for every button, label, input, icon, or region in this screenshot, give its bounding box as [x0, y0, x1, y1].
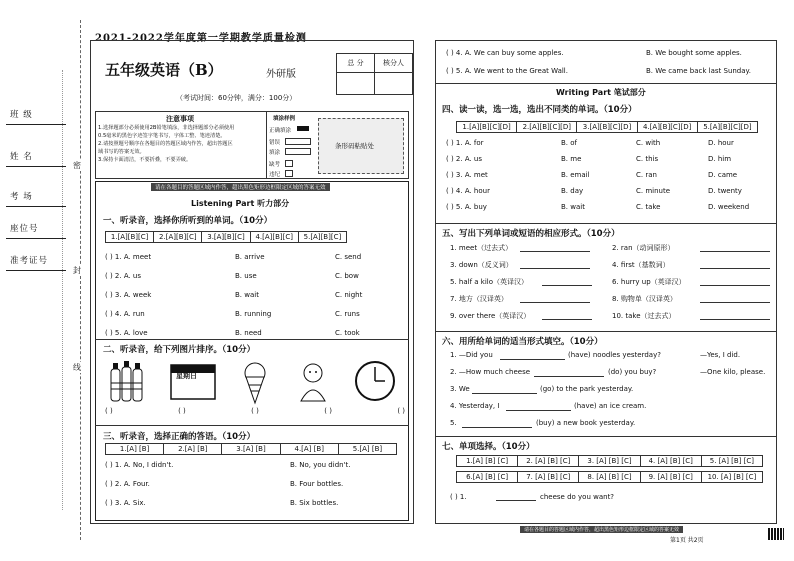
room-field-label: 考 场 — [10, 192, 33, 202]
divider — [95, 425, 409, 426]
sec1-item — [105, 291, 395, 310]
sec4-question: ( ) 1. A. for — [446, 139, 484, 147]
sec1-option-c: C. runs — [335, 310, 360, 318]
sec5-answer-line[interactable] — [520, 251, 590, 252]
sec7-box[interactable]: 3. [A] [B] [C] — [579, 456, 640, 466]
sec6-items — [450, 351, 770, 436]
absent-label: 缺考 — [269, 162, 281, 168]
sec5-answer-line[interactable] — [542, 319, 592, 320]
fill-fill-label: 填涂 — [269, 150, 281, 156]
notice-box — [95, 111, 409, 179]
sec2-blank[interactable]: ( ) — [397, 407, 405, 415]
sec6-prompt: (buy) a new book yesterday. — [536, 419, 636, 427]
sec5-row — [450, 294, 770, 311]
sec6-answer-line[interactable] — [500, 359, 565, 360]
sec4-option: B. email — [561, 171, 590, 179]
sec3-box[interactable]: 1.[A] [B] — [106, 444, 164, 454]
binding-strip — [0, 0, 90, 561]
sec5-answer-line[interactable] — [542, 285, 592, 286]
sec1-option-c: C. took — [335, 329, 360, 337]
notice-line: 域书写的答案无效。 — [98, 149, 145, 155]
sec3-box[interactable]: 3.[A] [B] — [222, 444, 280, 454]
score-total-cell[interactable] — [337, 73, 375, 94]
sec4-items — [446, 139, 766, 219]
sec4-item — [446, 187, 766, 203]
sec4-option: C. with — [636, 139, 661, 147]
sec6-prompt: (have) noodles yesterday? — [568, 351, 661, 359]
sec5-answer-line[interactable] — [700, 285, 770, 286]
sec4-option: D. weekend — [708, 203, 750, 211]
sec5-answer-line[interactable] — [700, 251, 770, 252]
sec4-item — [446, 203, 766, 219]
sec3-option-b: B. We bought some apples. — [646, 49, 742, 57]
fill-correct-label: 正确填涂 — [269, 128, 292, 134]
sec5-row — [450, 311, 770, 328]
sec5-prompt: 4. first（基数词） — [612, 261, 670, 269]
corner-mark — [768, 528, 784, 540]
sec5-answer-line[interactable] — [700, 302, 770, 303]
sec1-option-b: B. running — [235, 310, 272, 318]
sec1-question: ( ) 2. A. us — [105, 272, 142, 280]
notice-line: 0.5毫米的黑色字迹签字笔书写，字体工整、笔迹清楚。 — [98, 133, 226, 139]
sec4-option: C. minute — [636, 187, 671, 195]
sec4-option: B. day — [561, 187, 584, 195]
sec3-title: 三、听录音，选择正确的答语。（10分） — [103, 432, 256, 442]
sec3-option-b: B. Four bottles. — [290, 480, 344, 488]
sec3-items — [105, 461, 400, 518]
sec3-box[interactable]: 2.[A] [B] — [164, 444, 222, 454]
sec6-row — [450, 419, 770, 436]
sec1-option-b: B. need — [235, 329, 262, 337]
sec5-prompt: 5. half a kilo（英译汉） — [450, 278, 529, 286]
score-total-label: 总 分 — [337, 54, 375, 73]
sec5-row — [450, 277, 770, 294]
sec7-box[interactable]: 8. [A] [B] [C] — [579, 472, 640, 482]
score-box — [336, 53, 413, 95]
sec3-box[interactable]: 4.[A] [B] — [281, 444, 339, 454]
sec5-prompt: 2. ran（动词原形） — [612, 244, 675, 252]
fill-correct-mark — [297, 126, 309, 131]
sec6-prompt: 1. —Did you — [450, 351, 493, 359]
sec6-row — [450, 402, 770, 419]
seat-field-label: 座位号 — [10, 224, 39, 234]
sec1-item — [105, 253, 395, 272]
sec6-answer-line[interactable] — [534, 376, 604, 377]
bottles-icon — [111, 361, 142, 401]
sec4-question: ( ) 4. A. hour — [446, 187, 490, 195]
notice-line: 3.保持卡面清洁，不要折叠，不要弄破。 — [98, 157, 192, 163]
sec5-answer-line[interactable] — [700, 268, 770, 269]
sec5-items — [450, 243, 770, 328]
class-field-label: 班 级 — [10, 110, 33, 120]
sec7-box[interactable]: 2. [A] [B] [C] — [518, 456, 579, 466]
sec1-box[interactable]: 3.[A][B][C] — [202, 232, 250, 242]
right-answer-sheet — [435, 40, 777, 524]
fill-sample — [266, 112, 313, 178]
divider — [436, 83, 776, 84]
sec3-answer-boxes — [105, 443, 397, 455]
sec5-prompt: 9. over there（英译汉） — [450, 312, 531, 320]
sec5-answer-line[interactable] — [700, 319, 770, 320]
sec4-option: D. came — [708, 171, 738, 179]
sec2-blanks — [105, 407, 405, 415]
sec6-prompt: (do) you buy? — [608, 368, 657, 376]
violation-box[interactable] — [285, 170, 293, 177]
sec4-option: D. twenty — [708, 187, 742, 195]
sec3-item — [105, 461, 400, 480]
sec3-option-b: B. No, you didn't. — [290, 461, 351, 469]
seat-field[interactable] — [6, 238, 66, 239]
sec7-q1-prefix: ( ) 1. — [450, 493, 467, 501]
sec5-row — [450, 243, 770, 260]
sec4-option: B. wait — [561, 203, 585, 211]
sec3-box[interactable]: 5.[A] [B] — [352, 445, 383, 453]
exam-title: 五年级英语（B） — [105, 61, 223, 79]
sec5-row — [450, 260, 770, 277]
sec4-option: C. this — [636, 155, 659, 163]
sec1-item — [105, 272, 395, 291]
left-answer-sheet — [90, 40, 414, 524]
sec7-box[interactable]: 9. [A] [B] [C] — [641, 472, 702, 482]
notice-line: 2.请按照题号顺序在各题目的答题区域内作答，超出答题区 — [98, 141, 233, 147]
sec7-box[interactable]: 1.[A] [B] [C] — [457, 456, 518, 466]
sec6-prompt: 4. Yesterday, I — [450, 402, 500, 410]
sec3-item — [105, 480, 400, 499]
sec1-option-b: B. arrive — [235, 253, 265, 261]
sec6-prompt: 3. We — [450, 385, 470, 393]
sec3-option-b: B. We came back last Sunday. — [646, 67, 751, 75]
sec1-items — [105, 253, 395, 348]
sec1-title: 一、听录音，选择你所听到的单词。（10分） — [103, 216, 273, 226]
sec7-q1-blank[interactable] — [496, 500, 536, 501]
sec4-box[interactable]: 5.[A][B][C][D] — [703, 123, 752, 131]
sec6-answer-line[interactable] — [506, 410, 571, 411]
sec3-continued — [446, 49, 766, 85]
sec6-prompt: 2. —How much cheese — [450, 368, 531, 376]
sec7-title: 七、单项选择。（10分） — [442, 442, 535, 452]
sec3-question: ( ) 4. A. We can buy some apples. — [446, 49, 564, 57]
girl-icon — [301, 364, 325, 401]
school-year-title: 2021-2022学年度第一学期教学质量检测 — [95, 33, 307, 44]
sec2-pictures — [105, 359, 405, 407]
violation-label: 违纪 — [269, 172, 281, 178]
sec5-prompt: 1. meet（过去式） — [450, 244, 513, 252]
sec2-title: 二、听录音，给下列图片排序。（10分） — [103, 345, 256, 355]
notice-line: 1.选择题部分必须使用2B铅笔填涂，非选择题部分必须使用 — [98, 125, 235, 131]
sec6-row — [450, 385, 770, 402]
ticket-field-label: 准考证号 — [10, 256, 49, 266]
sec7-box[interactable]: 6.[A] [B] [C] — [457, 472, 518, 482]
sec7-box[interactable]: 10. [A] [B] [C] — [707, 473, 757, 481]
score-checker-cell[interactable] — [375, 73, 412, 94]
sec1-box[interactable]: 1.[A][B][C] — [106, 232, 154, 242]
sec5-prompt: 10. take（过去式） — [612, 312, 676, 320]
sec1-question: ( ) 4. A. run — [105, 310, 145, 318]
sec4-item — [446, 171, 766, 187]
ticket-field[interactable] — [6, 270, 66, 271]
sec4-option: B. of — [561, 139, 577, 147]
class-field[interactable] — [6, 124, 66, 125]
sec5-prompt: 3. down（反义词） — [450, 261, 513, 269]
sec2-blank[interactable]: ( ) — [178, 407, 186, 415]
sec4-box[interactable]: 4.[A][B][C][D] — [638, 122, 698, 132]
seal-line — [80, 20, 81, 540]
sec4-option: B. me — [561, 155, 582, 163]
clock-icon — [356, 362, 394, 400]
barcode-label: 条形码粘贴处 — [335, 142, 374, 150]
sec6-row — [450, 368, 770, 385]
sec4-option: D. hour — [708, 139, 734, 147]
strip-divider — [62, 70, 63, 510]
sec6-prompt: (have) an ice cream. — [574, 402, 647, 410]
score-checker-label: 核分人 — [375, 54, 412, 73]
name-field-label: 姓 名 — [10, 152, 33, 162]
sec1-box[interactable]: 2.[A][B][C] — [154, 232, 202, 242]
sec7-answer-boxes-2 — [456, 471, 763, 483]
exam-info: （考试时间：60分钟，满分：100分） — [176, 94, 297, 102]
sec2-blank[interactable]: ( ) — [251, 407, 259, 415]
sec7-box[interactable]: 7. [A] [B] [C] — [518, 472, 579, 482]
sec4-title: 四、读一读，选一选，选出不同类的单词。（10分） — [442, 105, 637, 115]
sec4-question: ( ) 5. A. buy — [446, 203, 487, 211]
seal-char-feng: 封 — [73, 266, 81, 275]
sec1-option-c: C. night — [335, 291, 363, 299]
sec1-option-c: C. bow — [335, 272, 359, 280]
sec4-option: D. him — [708, 155, 732, 163]
sec7-answer-boxes-1 — [456, 455, 763, 467]
writing-title: Writing Part 笔试部分 — [556, 88, 646, 97]
notice-text — [98, 124, 268, 164]
sec1-answer-boxes — [105, 231, 347, 243]
sec6-answer-line[interactable] — [472, 393, 537, 394]
sec4-question: ( ) 2. A. us — [446, 155, 483, 163]
sec4-box[interactable]: 3.[A][B][C][D] — [577, 122, 637, 132]
divider — [436, 436, 776, 437]
sec6-prompt: (go) to the park yesterday. — [540, 385, 634, 393]
sec6-reply: —One kilo, please. — [700, 368, 766, 376]
sec6-title: 六、用所给单词的适当形式填空。（10分） — [442, 337, 603, 347]
sec7-box[interactable]: 5. [A] [B] [C] — [709, 457, 755, 465]
divider — [436, 223, 776, 224]
sec3-option-b: B. Six bottles. — [290, 499, 339, 507]
sec5-prompt: 6. hurry up（英译汉） — [612, 278, 686, 286]
sec5-prompt: 7. 地方（汉译英） — [450, 295, 508, 303]
name-field[interactable] — [6, 166, 66, 167]
sec1-question: ( ) 1. A. meet — [105, 253, 152, 261]
sec3-question: ( ) 1. A. No, I didn't. — [105, 461, 174, 469]
divider — [95, 339, 409, 340]
barcode-area — [318, 118, 404, 174]
sec1-option-c: C. send — [335, 253, 362, 261]
divider — [436, 331, 776, 332]
sec1-item — [105, 310, 395, 329]
sec5-prompt: 8. 购物单（汉译英） — [612, 295, 677, 303]
seal-char-mi: 密 — [73, 161, 81, 170]
sec1-box[interactable]: 5.[A][B][C] — [303, 233, 342, 241]
sec7-box[interactable]: 4. [A] [B] [C] — [641, 456, 702, 466]
sec4-item — [446, 139, 766, 155]
sec3-question: ( ) 2. A. Four. — [105, 480, 150, 488]
absent-box[interactable] — [285, 160, 293, 167]
fill-wrong-label: 错误 — [269, 140, 281, 146]
edition-label: 外研版 — [266, 69, 296, 80]
sec6-row — [450, 351, 770, 368]
notice-title: 注意事项 — [166, 115, 194, 123]
page-number: 第1页 共2页 — [670, 537, 704, 544]
sec2-blank[interactable]: ( ) — [105, 407, 113, 415]
sec4-answer-boxes — [456, 121, 758, 133]
sec4-item — [446, 155, 766, 171]
sec3-item — [105, 499, 400, 518]
sec5-title: 五、写出下列单词或短语的相应形式。（10分） — [442, 229, 620, 239]
sec4-option: C. ran — [636, 171, 657, 179]
sec5-answer-line[interactable] — [520, 302, 590, 303]
room-field[interactable] — [6, 206, 66, 207]
listening-title: Listening Part 听力部分 — [191, 199, 290, 208]
answer-area-banner: 请在各题目的答题区域内作答，超出黑色矩形边框限定区域的答案无效 — [151, 183, 330, 191]
sec3-question: ( ) 3. A. Six. — [105, 499, 146, 507]
sec1-question: ( ) 5. A. love — [105, 329, 148, 337]
calendar-label: 星期日 — [176, 372, 197, 380]
sec4-box[interactable]: 2.[A][B][C][D] — [517, 122, 577, 132]
sec1-option-b: B. wait — [235, 291, 259, 299]
answer-area-banner-right: 请在各题目的答题区域内作答，超出黑色矩形边框限定区域的答案无效 — [520, 526, 683, 533]
sec4-box[interactable]: 1.[A][B][C][D] — [457, 122, 517, 132]
sec1-question: ( ) 3. A. week — [105, 291, 152, 299]
sec6-prompt: 5. — [450, 419, 457, 427]
sec6-reply: —Yes, I did. — [700, 351, 741, 359]
sec1-box[interactable]: 4.[A][B][C] — [251, 232, 299, 242]
sec2-blank[interactable]: ( ) — [324, 407, 332, 415]
sec7-q1-text: cheese do you want? — [540, 493, 615, 501]
fill-sample-title: 填涂样例 — [273, 116, 296, 122]
sec6-answer-line[interactable] — [462, 427, 532, 428]
sec3-question: ( ) 5. A. We went to the Great Wall. — [446, 67, 568, 75]
fill-fill-mark — [285, 148, 311, 155]
sec4-option: C. take — [636, 203, 661, 211]
sec3-item — [446, 49, 766, 67]
sec1-option-b: B. use — [235, 272, 257, 280]
ice-cream-icon — [245, 363, 265, 403]
seal-char-xian: 线 — [73, 363, 81, 372]
sec5-answer-line[interactable] — [520, 268, 590, 269]
fill-wrong-mark — [285, 138, 311, 145]
sec4-question: ( ) 3. A. met — [446, 171, 488, 179]
